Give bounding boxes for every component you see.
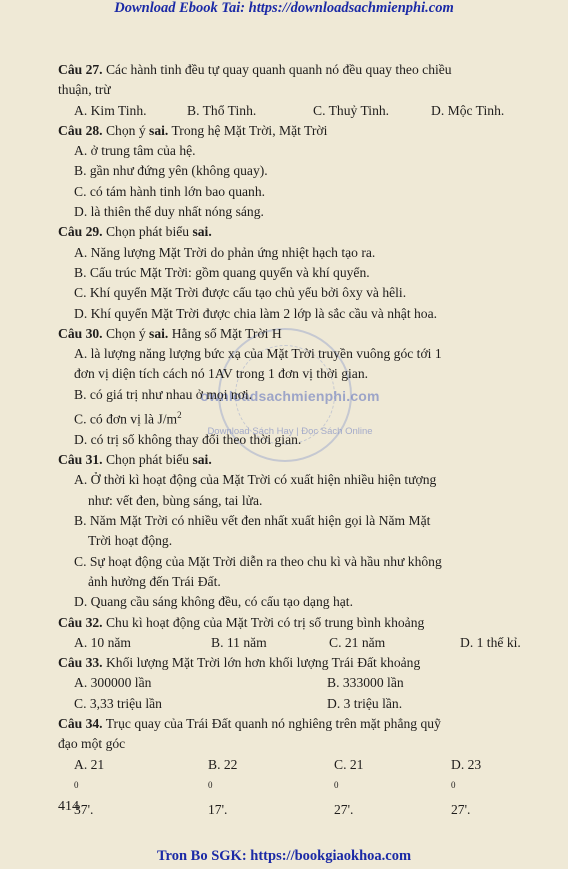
question-number: Câu 31.	[58, 452, 103, 468]
question-text: Hằng số Mặt Trời H	[171, 325, 282, 341]
keyword-sai: sai.	[192, 224, 212, 240]
question-32	[58, 613, 558, 633]
watermark-text: ownloadsachmienphi.com	[200, 388, 380, 404]
keyword-sai: sai.	[149, 122, 169, 138]
question-30	[58, 324, 558, 344]
question-28	[58, 121, 558, 141]
options-row	[58, 673, 558, 693]
option-a: A. Năng lượng Mặt Trời do phản ứng nhiệt hạch tạo ra.	[74, 244, 376, 260]
options-row	[58, 755, 558, 820]
options-row	[58, 633, 558, 653]
option-d-text: 27'.	[451, 801, 471, 817]
option-c: C. Sự hoạt động của Mặt Trời diễn ra theo chu kì và hầu như không	[74, 553, 442, 569]
option-b: B. 333000 lần	[327, 675, 404, 691]
question-number: Câu 28.	[58, 122, 103, 138]
page-number: 414	[58, 799, 79, 814]
question-number: Câu 30.	[58, 325, 103, 341]
question-number: Câu 33.	[58, 655, 103, 671]
option-d: D. Khí quyển Mặt Trời được chia làm 2 lớp là sắc cầu và nhật hoa.	[74, 305, 438, 321]
question-number: Câu 34.	[58, 716, 103, 732]
question-page	[58, 60, 558, 820]
option-b: B. gần như đứng yên (không quay).	[74, 163, 268, 179]
option-a: A. ở trung tâm của hệ.	[74, 143, 196, 159]
option-b: B. Thổ Tinh.	[187, 102, 257, 118]
degree-sign: 0	[451, 779, 456, 790]
question-text: Chọn ý	[105, 325, 146, 341]
question-text: Trong hệ Mặt Trời, Mặt Trời	[171, 122, 328, 138]
option-a: A. Ở thời kì hoạt động của Mặt Trời có xuất hiện nhiều hiện tượng	[74, 472, 437, 488]
options-row	[58, 101, 558, 121]
question-number: Câu 29.	[58, 224, 103, 240]
question-text: Trục quay của Trái Đất quanh nó nghiêng trên mặt phẳng quỹ	[105, 716, 441, 732]
option-c: C. Khí quyển Mặt Trời được cấu tạo chủ yếu bởi ôxy và hêli.	[74, 285, 407, 301]
option-a: A. là lượng năng lượng bức xạ của Mặt Trời truyền vuông góc tới 1	[74, 346, 442, 362]
option-d-text: D. 23	[451, 756, 482, 772]
question-text: Chọn phát biểu	[105, 224, 190, 240]
option-a: A. 300000 lần	[74, 675, 152, 691]
header-download-link[interactable]: Download Ebook Tai: https://downloadsachmienphi.com	[114, 0, 454, 16]
option-d	[451, 755, 481, 820]
question-text: Chọn phát biểu	[105, 452, 190, 468]
option-b: B. Cấu trúc Mặt Trời: gồm quang quyển và khí quyển.	[74, 264, 370, 280]
option-c-text: C. 21	[334, 756, 364, 772]
question-27	[58, 60, 558, 80]
question-text-cont: thuận, trừ	[58, 82, 111, 98]
option-b: B. có giá trị như nhau ở mọi nơi.	[74, 386, 253, 402]
footer-download-link[interactable]: Tron Bo SGK: https://bookgiaokhoa.com	[156, 848, 412, 864]
option-c-text: 27'.	[334, 801, 354, 817]
option-b-text: 17'.	[208, 801, 228, 817]
question-text-cont: đạo một góc	[58, 736, 126, 752]
option-b: B. Năm Mặt Trời có nhiều vết đen nhất xuất hiện gọi là Năm Mặt	[74, 513, 431, 529]
option-c: C. 3,33 triệu lần	[74, 695, 162, 711]
watermark-subtext: Download Sách Hay | Đọc Sách Online	[207, 426, 373, 437]
keyword-sai: sai.	[192, 452, 212, 468]
option-d: D. 1 thế kỉ.	[460, 634, 521, 650]
option-c: C. 21 năm	[329, 634, 386, 650]
options-row	[58, 694, 558, 714]
option-c	[334, 755, 451, 820]
option-b	[208, 755, 334, 820]
question-31	[58, 450, 558, 470]
option-c-cont: ảnh hưởng đến Trái Đất.	[88, 573, 221, 589]
option-a-cont: như: vết đen, bùng sáng, tai lửa.	[88, 492, 263, 508]
question-text: Chu kì hoạt động của Mặt Trời có trị số trung bình khoảng	[105, 614, 425, 630]
option-b-text: B. 22	[208, 756, 238, 772]
option-a	[74, 755, 208, 820]
question-33	[58, 653, 558, 673]
degree-sign: 0	[208, 779, 213, 790]
option-a-cont: đơn vị diện tích cách nó 1AV trong 1 đơn vị thời gian.	[74, 366, 369, 382]
degree-sign: 0	[334, 779, 339, 790]
question-number: Câu 32.	[58, 614, 103, 630]
keyword-sai: sai.	[149, 325, 169, 341]
option-c	[58, 405, 558, 430]
superscript: 2	[177, 410, 182, 421]
option-a: A. Kim Tinh.	[74, 102, 147, 118]
option-d: D. là thiên thể duy nhất nóng sáng.	[74, 204, 264, 220]
option-d: D. 3 triệu lần.	[327, 695, 403, 711]
question-text: Khối lượng Mặt Trời lớn hơn khối lượng Trái Đất khoảng	[105, 655, 421, 671]
option-b: B. 11 năm	[211, 634, 267, 650]
option-c-text: C. có đơn vị là J/m	[74, 411, 178, 427]
question-text: Chọn ý	[105, 122, 146, 138]
option-c: C. Thuỷ Tinh.	[313, 102, 390, 118]
degree-sign: 0	[74, 779, 79, 790]
option-a: A. 10 năm	[74, 634, 132, 650]
option-d: D. Quang cầu sáng không đều, có cấu tạo dạng hạt.	[74, 594, 353, 610]
question-29	[58, 222, 558, 242]
option-a-text: A. 21	[74, 756, 105, 772]
option-b-cont: Trời hoạt động.	[88, 533, 173, 549]
option-d: D. Mộc Tinh.	[431, 102, 505, 118]
option-c: C. có tám hành tinh lớn bao quanh.	[74, 183, 266, 199]
question-text: Các hành tinh đều tự quay quanh quanh nó đều quay theo chiều	[105, 62, 452, 77]
question-34	[58, 714, 558, 734]
option-d: D. có trị số không thay đổi theo thời gian.	[74, 431, 302, 447]
option-a-text: 37'.	[74, 801, 94, 817]
question-number: Câu 27.	[58, 62, 103, 77]
